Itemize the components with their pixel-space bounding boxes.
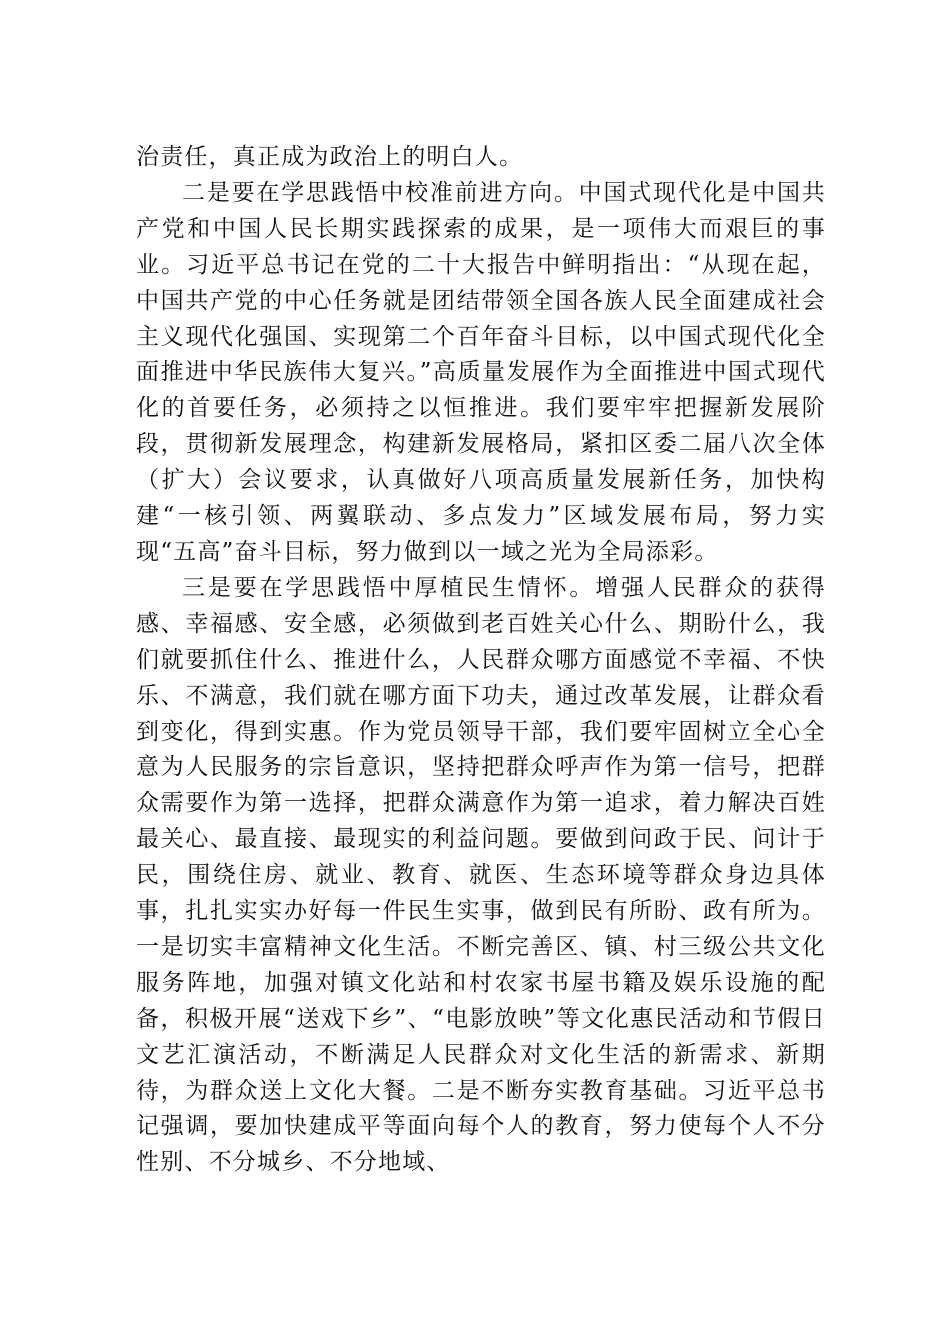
paragraph-direction: 二是要在学思践悟中校准前进方向。中国式现代化是中国共产党和中国人民长期实践探索的成果，是一项伟大而艰巨的事业。习近平总书记在党的二十大报告中鲜明指出：“从现在起，中国共产党的中心任务就是团结带领全国各族人民全面建成社会主义现代化强国、实现第二个百年奋斗目标，以中国式现代化全面推进中华民族伟大复兴。”高质量发展作为全面推进中国式现代化的首要任务，必须持之以恒推进。我们要牢牢把握新发展阶段，贯彻新发展理念，构建新发展格局，紧扣区委二届八次全体（扩大）会议要求，认真做好八项高质量发展新任务，加快构建“一核引领、两翼联动、多点发力”区域发展布局，努力实现“五高”奋斗目标，努力做到以一域之光为全局添彩。	[136, 179, 826, 565]
paragraph-livelihood: 三是要在学思践悟中厚植民生情怀。增强人民群众的获得感、幸福感、安全感，必须做到老百姓关心什么、期盼什么，我们就要抓住什么、推进什么，人民群众哪方面感觉不幸福、不快乐、不满意，我们就在哪方面下功夫，通过改革发展，让群众看到变化，得到实惠。作为党员领导干部，我们要牢固树立全心全意为人民服务的宗旨意识，坚持把群众呼声作为第一信号，把群众需要作为第一选择，把群众满意作为第一追求，着力解决百姓最关心、最直接、最现实的利益问题。要做到问政于民、问计于民，围绕住房、就业、教育、就医、生态环境等群众身边具体事，扎扎实实办好每一件民生实事，做到民有所盼、政有所为。一是切实丰富精神文化生活。不断完善区、镇、村三级公共文化服务阵地，加强对镇文化站和村农家书屋书籍及娱乐设施的配备，积极开展“送戏下乡”、“电影放映”等文化惠民活动和节假日文艺汇演活动，不断满足人民群众对文化生活的新需求、新期待，为群众送上文化大餐。二是不断夯实教育基础。习近平总书记强调，要加快建成平等面向每个人的教育，努力使每个人不分性别、不分城乡、不分地域、	[136, 574, 826, 1176]
paragraph-continuation: 治责任，真正成为政治上的明白人。	[136, 144, 524, 170]
document-body	[136, 140, 826, 1181]
